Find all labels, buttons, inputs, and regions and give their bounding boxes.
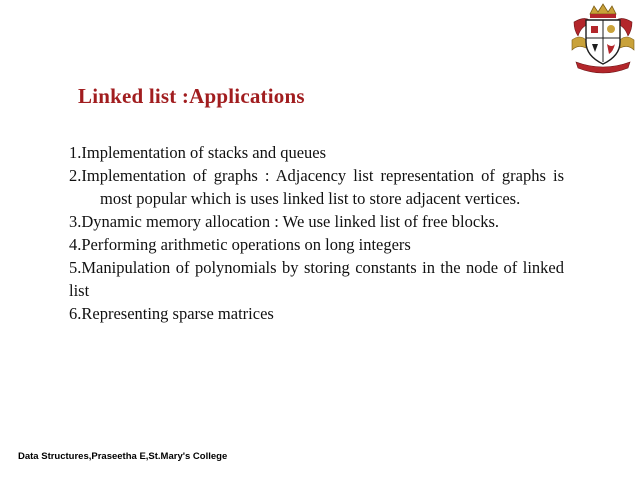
list-item: 6.Representing sparse matrices bbox=[69, 304, 274, 323]
slide-footer: Data Structures,Praseetha E,St.Mary's College bbox=[18, 451, 228, 462]
list-item: 3.Dynamic memory allocation : We use linked list of free blocks. bbox=[69, 212, 500, 231]
application-list bbox=[69, 141, 564, 325]
slide-title: Linked list :Applications bbox=[78, 84, 305, 108]
list-item: 2.Implementation of graphs : Adjacency list representation of graphs is most popular which is uses linked list to store adjacent vertices. bbox=[69, 166, 564, 208]
list-item: 1.Implementation of stacks and queues bbox=[69, 143, 327, 162]
list-item: 4.Performing arithmetic operations on long integers bbox=[69, 235, 411, 254]
list-item: 5.Manipulation of polynomials by storing constants in the node of linked list bbox=[69, 258, 564, 300]
college-crest-icon bbox=[568, 0, 638, 74]
